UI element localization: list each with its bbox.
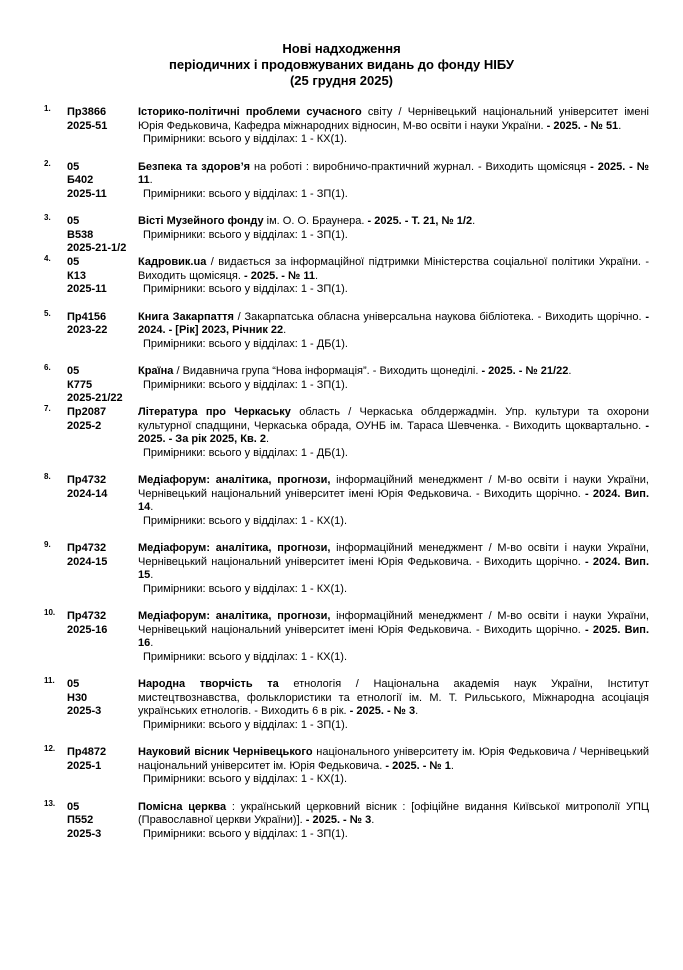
entry-copies: Примірники: всього у відділах: 1 - КХ(1).	[143, 514, 348, 527]
entry-details: національного університету ім. Юрія Федьковича / Чернівецький національний університет ім. Юрія Федьковича.	[138, 746, 649, 772]
entry-description	[138, 610, 649, 651]
call-number-line: Пр3866	[67, 106, 107, 118]
call-number-line: 05	[67, 256, 80, 268]
call-number-line: Б402	[67, 174, 94, 186]
entry-description	[138, 161, 649, 188]
entry-body	[138, 474, 649, 528]
entry-copies: Примірники: всього у відділах: 1 - ЗП(1).	[143, 718, 348, 731]
entry-number: 5.	[44, 308, 51, 318]
entry-body	[138, 542, 649, 596]
call-number-line: 2025-51	[67, 119, 108, 132]
entry-end: .	[450, 759, 454, 772]
list-item	[0, 158, 683, 202]
entry-details: область / Черкаська облдержадмін. Упр. культури та охорони культурної спадщини, Черкаська обрада, ОУНБ ім. Тараса Шевченка. - Виходить щоквартально.	[138, 406, 649, 432]
call-number-line: 2025-16	[67, 623, 108, 636]
entry-number: 12.	[44, 744, 56, 753]
entry-end: .	[150, 501, 154, 513]
list-item	[0, 610, 683, 664]
entry-body	[138, 801, 649, 842]
call-number	[67, 365, 137, 406]
entry-body	[138, 746, 649, 787]
call-number-line: Пр4732	[67, 610, 107, 622]
entry-details: етнологія / Національна академія наук України, Інститут мистецтвознавства, фольклористики та етнології ім. М. Т. Рильського, Міжнародна асоціація українських етнологів. - Виходить 6 в рік.	[138, 678, 649, 717]
entry-issue: - 2025. - За рік 2025, Кв. 2	[138, 419, 649, 445]
entry-end: .	[371, 814, 375, 826]
call-number-line: В538	[67, 228, 94, 241]
call-number-line: 2025-3	[67, 827, 102, 840]
entry-number: 13.	[44, 798, 56, 808]
entry-title: Книга Закарпаття	[138, 310, 234, 323]
entry-title: Медіафорум: аналітика, прогнози,	[138, 474, 331, 486]
entry-end: .	[618, 119, 622, 132]
entry-details: / видається за інформаційної підтримки Міністерства соціальної політики України. - Виходить щомісяця.	[138, 256, 649, 282]
entry-description	[138, 311, 649, 338]
entry-issue: - 2025. - № 21/22	[478, 365, 569, 377]
entry-body	[138, 311, 649, 352]
entry-details: інформаційний менеджмент / М-во освіти і науки України, Чернівецький національний університет імені Юрія Федьковича. - Виходить щорічно.	[138, 474, 649, 500]
call-number-line: 2025-3	[67, 705, 102, 717]
entry-end: .	[149, 174, 153, 186]
call-number	[67, 474, 137, 501]
list-item	[0, 256, 683, 297]
entry-copies: Примірники: всього у відділах: 1 - ЗП(1).	[143, 283, 348, 295]
entries-list	[0, 106, 683, 855]
entry-details: / Видавнича група “Нова інформація”. - Виходить щонеділі.	[173, 365, 479, 377]
entry-end: .	[150, 637, 154, 649]
call-number	[67, 311, 137, 338]
entry-number: 4.	[44, 254, 51, 263]
entry-copies: Примірники: всього у відділах: 1 - КХ(1).	[143, 650, 348, 663]
call-number-line: Н30	[67, 691, 88, 704]
call-number	[67, 746, 137, 773]
entry-title: Вісті Музейного фонду	[138, 215, 264, 227]
call-number-line: 2025-2	[67, 419, 102, 432]
entry-body	[138, 161, 649, 202]
entry-copies: Примірники: всього у відділах: 1 - ЗП(1).	[143, 827, 348, 840]
entry-end: .	[266, 433, 270, 445]
list-item	[0, 798, 683, 842]
entry-body	[138, 406, 649, 460]
list-item	[0, 106, 683, 147]
entry-issue: - 2024. - [Рік] 2023, Річник 22	[138, 310, 649, 336]
entry-body	[138, 106, 649, 147]
entry-description	[138, 106, 649, 133]
entry-details: : український церковний вісник : [офіційне видання Київської митрополії УПЦ (Православної церкви України)].	[138, 800, 649, 826]
entry-issue: - 2025. - Т. 21, № 1/2	[364, 215, 473, 227]
title-line-3: (25 грудня 2025)	[289, 73, 394, 88]
entry-description	[138, 474, 649, 515]
list-item	[0, 542, 683, 596]
entry-issue: - 2025. Вип. 16	[138, 623, 649, 649]
entry-issue: - 2025. - № 1	[382, 759, 451, 772]
call-number-line: 2025-11	[67, 283, 107, 295]
call-number-line: Пр4732	[67, 474, 107, 486]
entry-end: .	[283, 324, 287, 336]
call-number	[67, 106, 137, 133]
call-number-line: 2024-14	[67, 487, 108, 500]
call-number-line: Пр4156	[67, 310, 107, 323]
entry-issue: - 2025. - № 51	[543, 119, 619, 132]
call-number-line: 2024-15	[67, 555, 108, 568]
entry-body	[138, 215, 649, 242]
entry-end: .	[150, 569, 154, 581]
entry-issue: - 2025. - № 3	[302, 814, 372, 826]
call-number-line: Пр4732	[67, 542, 107, 554]
call-number-line: 2025-11	[67, 187, 107, 200]
entry-description	[138, 406, 649, 447]
call-number	[67, 542, 137, 569]
call-number	[67, 610, 137, 637]
entry-title: Народна творчість та	[138, 678, 279, 690]
entry-details: ім. О. О. Браунера.	[263, 215, 365, 227]
list-item	[0, 363, 683, 404]
entry-description	[138, 215, 649, 229]
entry-copies: Примірники: всього у відділах: 1 - КХ(1).	[143, 582, 348, 595]
list-item	[0, 308, 683, 352]
entry-description	[138, 801, 649, 828]
entry-copies: Примірники: всього у відділах: 1 - ДБ(1).	[143, 446, 348, 459]
call-number-line: 05	[67, 678, 80, 690]
entry-end: .	[314, 269, 319, 282]
call-number-line: 05	[67, 215, 80, 227]
title-line-1: Нові надходження	[282, 41, 401, 56]
entry-title: Науковий вісник Чернівецького	[138, 746, 313, 758]
entry-title: Література про Черкаську	[138, 406, 291, 418]
entry-end: .	[415, 705, 419, 717]
call-number	[67, 161, 137, 202]
entry-details: інформаційний менеджмент / М-во освіти і науки України, Чернівецький національний університет імені Юрія Федьковича. - Виходить щорічно.	[138, 610, 649, 636]
entry-number: 6.	[44, 363, 51, 372]
call-number-line: 2025-21/22	[67, 392, 123, 404]
entry-description	[138, 678, 649, 719]
entry-body	[138, 610, 649, 664]
entry-title: Медіафорум: аналітика, прогнози,	[138, 542, 331, 554]
entry-end: .	[472, 215, 476, 227]
entry-title: Помісна церква	[138, 800, 227, 813]
entry-details: на роботі : виробничо-практичний журнал. - Виходить щомісяця	[250, 160, 587, 173]
entry-issue: - 2025. - № 3	[346, 705, 416, 717]
entry-number: 1.	[44, 104, 51, 113]
entry-title: Медіафорум: аналітика, прогнози,	[138, 610, 331, 622]
call-number-line: Пр4872	[67, 746, 107, 758]
list-item	[0, 678, 683, 732]
entry-copies: Примірники: всього у відділах: 1 - КХ(1).	[143, 773, 348, 785]
entry-description	[138, 746, 649, 773]
call-number-line: П552	[67, 814, 94, 826]
call-number	[67, 678, 137, 719]
entry-number: 10.	[44, 608, 56, 617]
call-number-line: Пр2087	[67, 406, 107, 418]
entry-copies: Примірники: всього у відділах: 1 - ДБ(1).	[143, 337, 348, 350]
entry-issue: - 2025. - № 11	[240, 269, 315, 282]
list-item	[0, 213, 683, 254]
call-number-line: 2023-22	[67, 324, 108, 336]
call-number-line: 05	[67, 365, 80, 377]
document-title	[0, 41, 683, 89]
call-number-line: К13	[67, 269, 86, 282]
call-number	[67, 215, 137, 256]
call-number	[67, 256, 137, 297]
entry-issue: - 2025. - № 11	[138, 160, 649, 186]
list-item	[0, 746, 683, 787]
title-line-2: періодичних і продовжуваних видань до фонду НІБУ	[169, 57, 514, 72]
entry-body	[138, 365, 649, 392]
entry-description	[138, 365, 649, 379]
entry-details: інформаційний менеджмент / М-во освіти і науки України, Чернівецький національний університет імені Юрія Федьковича. - Виходить щорічно.	[138, 542, 649, 568]
entry-number: 7.	[44, 404, 51, 413]
entry-number: 2.	[44, 158, 51, 168]
entry-number: 3.	[44, 213, 51, 222]
entry-issue: - 2024. Вип. 15	[138, 555, 649, 581]
entry-title: Кадровик.ua	[138, 256, 207, 268]
entry-copies: Примірники: всього у відділах: 1 - КХ(1).	[143, 133, 348, 145]
entry-title: Країна	[138, 365, 174, 377]
entry-body	[138, 678, 649, 732]
list-item	[0, 406, 683, 460]
entry-details: світу / Чернівецький національний університет імені Юрія Федьковича, Кафедра міжнародних відносин, М-во освіти і науки України.	[138, 106, 649, 132]
entry-copies: Примірники: всього у відділах: 1 - ЗП(1).	[143, 187, 348, 200]
entry-issue: - 2024. Вип. 14	[138, 487, 649, 513]
entry-number: 8.	[44, 472, 51, 481]
entry-number: 9.	[44, 540, 51, 549]
entry-description	[138, 542, 649, 583]
entry-end: .	[568, 365, 572, 377]
call-number	[67, 406, 137, 433]
call-number-line: 05	[67, 160, 80, 173]
entry-description	[138, 256, 649, 283]
entry-number: 11.	[44, 676, 55, 685]
entry-title: Історико-політичні проблеми сучасного	[138, 106, 362, 118]
entry-copies: Примірники: всього у відділах: 1 - ЗП(1).	[143, 228, 348, 241]
entry-title: Безпека та здоров’я	[138, 160, 251, 173]
call-number	[67, 801, 137, 842]
entry-copies: Примірники: всього у відділах: 1 - ЗП(1).	[143, 378, 348, 391]
call-number-line: 2025-21-1/2	[67, 242, 127, 254]
entry-details: / Закарпатська обласна універсальна наукова бібліотека. - Виходить щорічно.	[233, 310, 642, 323]
call-number-line: 2025-1	[67, 759, 102, 772]
call-number-line: 05	[67, 800, 80, 813]
call-number-line: К775	[67, 378, 93, 391]
list-item	[0, 474, 683, 528]
entry-body	[138, 256, 649, 297]
